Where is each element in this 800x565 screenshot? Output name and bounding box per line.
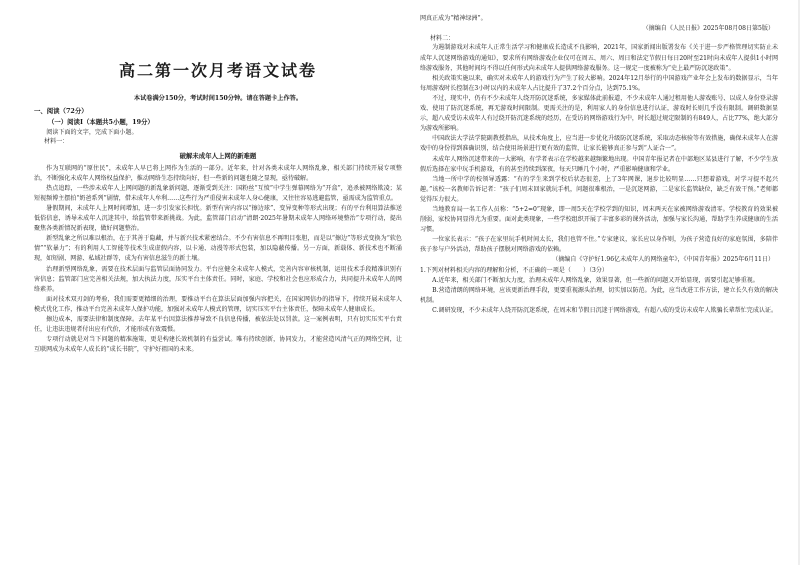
article-paragraph: 不过，现实中，仍有不少未成年人绕开防沉迷系统，多家媒体此前报道，不少未成年人通过租用他人游戏账号、以成人身份登录游戏、使用了防沉迷系统，再无游戏时间限制。更需关注的是，利用家人的身份信息进行认证，游戏时长则几乎没有限制。调研数据显示，超八成受访未成年人有过绕开防沉迷系统的经历，在受访的网络游戏行为中，时长超过规定限制的有849人，占比77%，绝大部分为游戏所影响。 [419,94,778,133]
exam-notice: 本试卷满分150分，考试时间150分钟。请在答题卡上作答。 [133,95,303,102]
question-stem: 1.下列对材料相关内容的理解和分析，不正确的一项是（ ）（3分） [419,266,608,274]
answer-option-b: B.营造清朗的网络环境，应该更新治理手段，更要重视源头治理，切实加以防范。为此，应当改进工作方法，建立长久有效的解决机制。 [419,286,778,304]
article-paragraph: 当地一所中学的校领导透露：“有的学生来到学校后状态很差，上了3年网课，退步比较明显……只想着游戏，对学习提不起兴趣。”该校一名教师告诉记者：“孩子们周末回家就玩手机，问题很难根治，一是沉迷网游，二是家长监管缺位，缺乏有效干预。”老师都觉得压力很大。 [419,175,778,203]
article-paragraph: 治理新型网络乱象，需要在技术层面与监管层面协同发力。平台应健全未成年人模式，完善内容审核机制，运用技术手段精准识别有害信息；监管部门应完善相关法规，加大执法力度，压实平台主体责任。同时，家庭、学校和社会也应形成合力，共同提升未成年人的网络素养。 [34,265,402,293]
article-paragraph: 中国政法大学法学院副教授指出，从技术角度上，应当进一步优化升级防沉迷系统，采取动态核验等有效措施，确保未成年人在游戏中的身份得到准确识别，结合使用场景进行更有效的监管，让家长能够真正参与到“人证合一”。 [419,135,778,153]
article-paragraph: 专项行动就是对当下问题的精准施策，更是构建长效机制的有益尝试。唯有持续创新，协同发力，才能营造风清气正的网络空间，让互联网成为未成年人成长的“成长书院”，守护好祖国的未来。 [34,336,402,354]
article-paragraph: 一位家长表示：“孩子在家里玩手机时间太长，我们也管不住。”专家建议，家长应以身作则，为孩子营造良好的家庭氛围，多陪伴孩子参与户外活动，帮助孩子摆脱对网络游戏的依赖。 [419,236,778,254]
answer-option-a: A.近年来，相关部门不断加大力度，治理未成年人网络乱象，效果显著，但一些新的问题又开始显现，需要引起足够重视。 [432,276,759,284]
exam-title: 高二第一次月考语文试卷 [118,61,317,80]
article-paragraph: 为遏制游戏对未成年人正常生活学习和健康成长造成不良影响，2021年，国家新闻出版署发布《关于进一步严格管理切实防止未成年人沉迷网络游戏的通知》，要求所有网络游戏企业仅可在周五、周六、周日和法定节假日每日20时至21时向未成年人提供1小时网络游戏服务，其他时间均不得以任何形式向未成年人提供网络游戏服务。这一规定一度被称为“史上最严防沉迷政策”。 [419,44,778,72]
article-title: 破解未成年人上网的新难题 [179,151,257,160]
article-paragraph: 面对技术双刃剑的考验，我们需要更精细的治理，要推动平台在算法层面加强内容把关，在国家网信办的指导下，持续开展未成年人模式优化工作，推动平台完善未成年人保护功能，加强对未成年人模式的管理，切实压实平台主体责任，保障未成年人健康成长。 [34,295,402,313]
material-two-label: 材料二： [429,35,455,43]
reading-instruction: 阅读下面的文字，完成下面小题。 [46,129,138,136]
article-paragraph: 暑假期间，未成年人上网时间增加，进一步引发家长担忧。新型有害内容以“擦边球”、变异变种等形式出现；有的平台利用算法推送低俗信息，诱导未成年人沉迷其中，给监管带来新挑战。为此，监管部门启动“清朗·2025年暑期未成年人网络环境整治”专项行动，提出聚焦各类新情况新表现，做好问题整治。 [34,204,402,233]
article-paragraph: 热点追踪，一些涉未成年人上网问题的新乱象新问题，逐渐受到关注：国粉丝“互愤”中学生弹幕网络为“开盒”，追杀被网络欺凌；某短视频博主摆拍“奶爸系列”剧情，借未成年人牟利……这些行为严重侵害未成年人身心健康，又往往容易逃避监管，亟需成为监管重点。 [34,184,402,202]
source-citation: （摘编自《人民日报》2025年08月08日第5版） [642,25,774,33]
article-paragraph: 新型乱象之所以难以根治，在于其善于隐藏，并与新兴技术紧密结合。不少有害信息不再明目张胆，而是以“擦边”等形式变换为“软色情”“软暴力”；有的利用人工智能等技术生成虚假内容，以卡通、动漫等形式包装，加以隐蔽传播。另一方面，新载体、新技术也不断涌现，如短剧、网游、私域社群等，成为有害信息滋生的新土壤。 [34,235,402,263]
right-column [420,14,778,557]
article-paragraph: 当地教育局一名工作人员称：“5+2=0”现象，即一周5天在学校学到的知识，周末两天在家被网络游戏清零。学校教育的效果被削弱，家校协同显得尤为重要。面对此类现象，一些学校组织开展了丰富多彩的课外活动，加强与家长沟通，帮助学生养成健康的生活习惯。 [419,205,778,234]
answer-option-c: C.调研发现，不少未成年人绕开防沉迷系统，在周末和节假日沉迷于网络游戏，有超八成的受访未成年人欺骗长辈帮忙完成认证。 [432,306,778,314]
article-paragraph: 相关政策实施以来，确实对未成年人的游戏行为产生了较大影响。2024年12月举行的中国游戏产业年会上发布的数据显示，当年每周游戏时长控制在3小时以内的未成年人占比提升了37.2个百分点，达到75.1%。 [419,74,778,92]
source-citation: （摘编自《守护好1.96亿未成年人的网络童年》，《中国青年报》2025年6月11日） [552,256,774,264]
article-paragraph: 擦边成本，需要法律和制度保障。去年某平台因算法推荐导致不良信息传播，被依法处以罚款。这一案例表明，只有切实压实平台责任，让违法违规者付出应有代价，才能形成有效震慑。 [34,316,402,334]
section-heading: 一、阅读（72分） [34,107,88,115]
article-paragraph: 作为互联网的“原住民”，未成年人早已将上网作为生活的一部分。近年来，针对各类未成年人网络乱象，相关部门持续开展专项整治，不断强化未成年人网络权益保护，推动网络生态持续向好，但一些新的问题也随之显现，亟待破解。 [34,164,402,182]
article-paragraph: 网真正成为“精神绿洲”。 [419,15,487,22]
article-paragraph: 未成年人网络沉迷带来的一大影响，有学者表示在学校越来越频繁地出现。中国青年报记者在中部地区某县进行了解，不少学生放假后选择在家中玩手机游戏，有的甚至持续到深夜，每天只睡几个小时，严重影响健康和学业。 [419,155,778,173]
subsection-heading: （一）阅读Ⅰ（本题共5小题，19分） [48,118,154,126]
material-one-label: 材料一： [44,138,69,146]
left-column [34,14,402,557]
